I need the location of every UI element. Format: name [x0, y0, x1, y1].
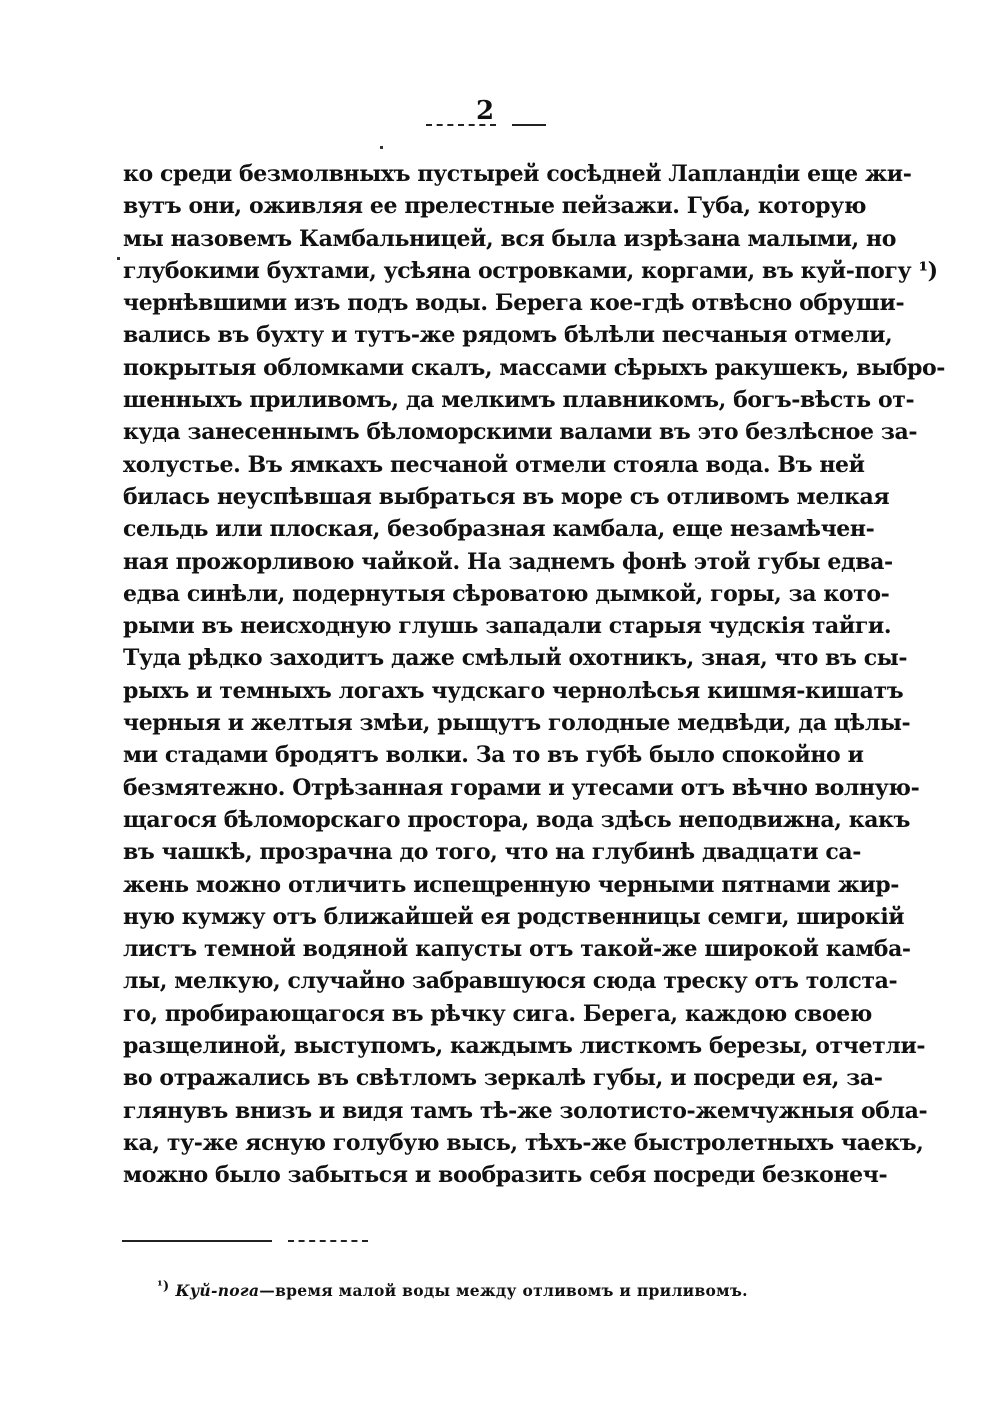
text-line: го, пробирающагося въ рѣчку сига. Берега, каждою своею [123, 1000, 872, 1027]
text-line: билась неуспѣвшая выбраться въ море съ отливомъ мелкая [123, 483, 890, 510]
footnote-marker: ¹) [157, 1279, 170, 1294]
text-line: жень можно отличить испещренную черными пятнами жир- [123, 871, 900, 898]
header-rule-solid [512, 124, 546, 126]
text-line: рыхъ и темныхъ логахъ чудскаго чернолѣсья кишмя-кишатъ [123, 677, 904, 704]
text-line: глянувъ внизъ и видя тамъ тѣ-же золотисто-жемчужныя обла- [123, 1097, 928, 1124]
text-line: вались въ бухту и тутъ-же рядомъ бѣлѣли песчаныя отмели, [123, 322, 893, 349]
footnote-text: —время малой воды между отливомъ и приливомъ. [259, 1281, 748, 1301]
text-line: сельдь или плоская, безобразная камбала, еще незамѣчен- [123, 516, 875, 543]
print-speck [117, 257, 120, 260]
page-number: 2 [475, 96, 495, 126]
text-line: въ чашкѣ, прозрачна до того, что на глубинѣ двадцати са- [123, 839, 861, 866]
text-line: лы, мелкую, случайно забравшуюся сюда треску отъ толста- [123, 968, 898, 995]
text-line: разщелиной, выступомъ, каждымъ листкомъ березы, отчетли- [123, 1033, 926, 1060]
text-line: ка, ту-же ясную голубую высь, тѣхъ-же быстролетныхъ чаекъ, [123, 1129, 924, 1156]
text-line: щагося бѣломорскаго простора, вода здѣсь неподвижна, какъ [123, 806, 911, 833]
text-line: холустье. Въ ямкахъ песчаной отмели стояла вода. Въ ней [123, 451, 865, 478]
text-line: можно было забыться и вообразить себя посреди безконеч- [123, 1162, 888, 1189]
text-line: шенныхъ приливомъ, да мелкимъ плавникомъ, богъ-вѣсть от- [123, 387, 915, 414]
text-line: во отражались въ свѣтломъ зеркалѣ губы, и посреди ея, за- [123, 1065, 883, 1092]
footnote [157, 1276, 797, 1302]
text-line: вутъ они, оживляя ее прелестные пейзажи. Губа, которую [123, 193, 866, 220]
text-line: черныя и желтыя змѣи, рыщутъ голодные медвѣди, да цѣлы- [123, 710, 911, 737]
text-line: ми стадами бродятъ волки. За то въ губѣ было спокойно и [123, 742, 864, 769]
header-rule-dashed [426, 124, 496, 126]
text-line: ко среди безмолвныхъ пустырей сосѣдней Лапландіи еще жи- [123, 161, 912, 187]
print-speck [380, 146, 383, 149]
text-line: Туда рѣдко заходитъ даже смѣлый охотникъ, зная, что въ сы- [123, 645, 908, 672]
footnote-term: Куй-пога [175, 1281, 260, 1301]
text-line: куда занесеннымъ бѣломорскими валами въ это безлѣсное за- [123, 419, 918, 446]
text-line: ная прожорливою чайкой. На заднемъ фонѣ этой губы едва- [123, 548, 893, 575]
text-line: рыми въ неисходную глушь западали старыя чудскія тайги. [123, 613, 892, 640]
text-line: мы назовемъ Камбальницей, вся была изрѣзана малыми, но [123, 225, 896, 252]
text-line: чернѣвшими изъ подъ воды. Берега кое-гдѣ отвѣсно обруши- [123, 290, 905, 317]
text-line: листъ темной водяной капусты отъ такой-же широкой камба- [123, 936, 911, 963]
footnote-separator [122, 1240, 272, 1242]
text-line: едва синѣли, подернутыя сѣроватою дымкой, горы, за кото- [123, 580, 890, 607]
text-line: покрытыя обломками скалъ, массами сѣрыхъ ракушекъ, выбро- [123, 354, 945, 381]
text-line: ную кумжу отъ ближайшей ея родственницы семги, широкій [123, 903, 905, 930]
footnote-separator-dashed [288, 1240, 368, 1242]
text-line: безмятежно. Отрѣзанная горами и утесами отъ вѣчно волную- [123, 774, 920, 801]
text-line: глубокими бухтами, усѣяна островками, коргами, въ куй-погу ¹) [123, 257, 938, 284]
body-text [123, 158, 945, 1192]
